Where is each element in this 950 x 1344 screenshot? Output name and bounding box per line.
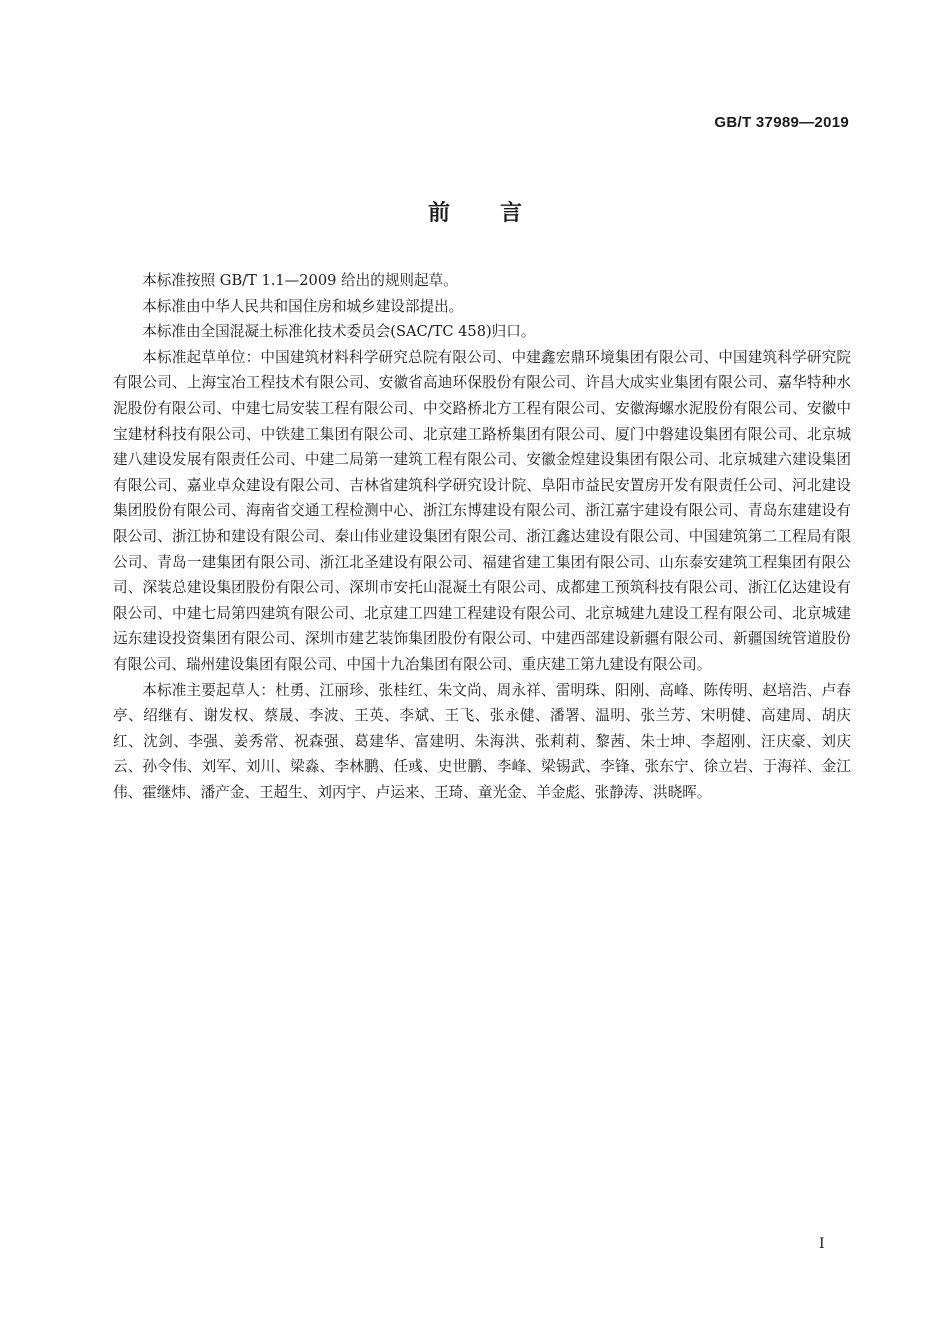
paragraph-drafting-units: 本标准起草单位：中国建筑材料科学研究总院有限公司、中建鑫宏鼎环境集团有限公司、中国建筑科学研究院有限公司、上海宝冶工程技术有限公司、安徽省高迪环保股份有限公司、许昌大成实业集团有限公司、嘉华特种水泥股份有限公司、中建七局安装工程有限公司、中交路桥北方工程有限公司、安徽海螺水泥股份有限公司、安徽中宝建材科技有限公司、中铁建工集团有限公司、北京建工路桥集团有限公司、厦门中磐建设集团有限公司、北京城建八建设发展有限责任公司、中建二局第一建筑工程有限公司、安徽金煌建设集团有限公司、北京城建六建设集团有限公司、嘉业卓众建设有限公司、吉林省建筑科学研究设计院、阜阳市益民安置房开发有限责任公司、河北建设集团股份有限公司、海南省交通工程检测中心、浙江东博建设有限公司、浙江嘉宇建设有限公司、青岛东建建设有限公司、浙江协和建设有限公司、秦山伟业建设集团有限公司、浙江鑫达建设有限公司、中国建筑第二工程局有限公司、青岛一建集团有限公司、浙江北圣建设有限公司、福建省建工集团有限公司、山东泰安建筑工程集团有限公司、深装总建设集团股份有限公司、深圳市安托山混凝土有限公司、成都建工预筑科技有限公司、浙江亿达建设有限公司、中建七局第四建筑有限公司、北京建工四建工程建设有限公司、北京城建九建设工程有限公司、北京城建远东建设投资集团有限公司、深圳市建艺装饰集团股份有限公司、中建西部建设新疆有限公司、新疆国统管道股份有限公司、瑞州建设集团有限公司、中国十九冶集团有限公司、重庆建工第九建设有限公司。 (113, 348, 851, 673)
page-number: I (819, 1236, 825, 1252)
paragraph-proposer: 本标准由中华人民共和国住房和城乡建设部提出。 (142, 297, 464, 315)
paragraph-committee: 本标准由全国混凝土标准化技术委员会(SAC/TC 458)归口。 (142, 323, 536, 341)
foreword-body (113, 268, 851, 805)
paragraph-drafting-rules: 本标准按照 GB/T 1.1—2009 给出的规则起草。 (142, 272, 458, 289)
standard-code: GB/T 37989—2019 (714, 114, 849, 131)
page-title: 前言 (427, 201, 572, 226)
paragraph-drafters: 本标准主要起草人：杜勇、江丽珍、张桂红、朱文尚、周永祥、雷明珠、阳刚、高峰、陈传明、赵培浩、卢春亭、绍继有、谢发权、蔡晟、李波、王英、李斌、王飞、张永健、潘署、温明、张兰芳、宋明健、高建周、胡庆红、沈剑、李强、姜秀常、祝森强、葛建华、富建明、朱海洪、张莉莉、黎茜、朱士坤、李超刚、汪庆豪、刘庆云、孙令伟、刘军、刘川、梁淼、李林鹏、任彧、史世鹏、李峰、梁锡武、李锋、张东宁、徐立岩、于海祥、金江伟、霍继炜、潘产金、王超生、刘丙宇、卢运来、王琦、童光金、羊金彪、张静涛、洪晓晖。 (113, 681, 851, 801)
